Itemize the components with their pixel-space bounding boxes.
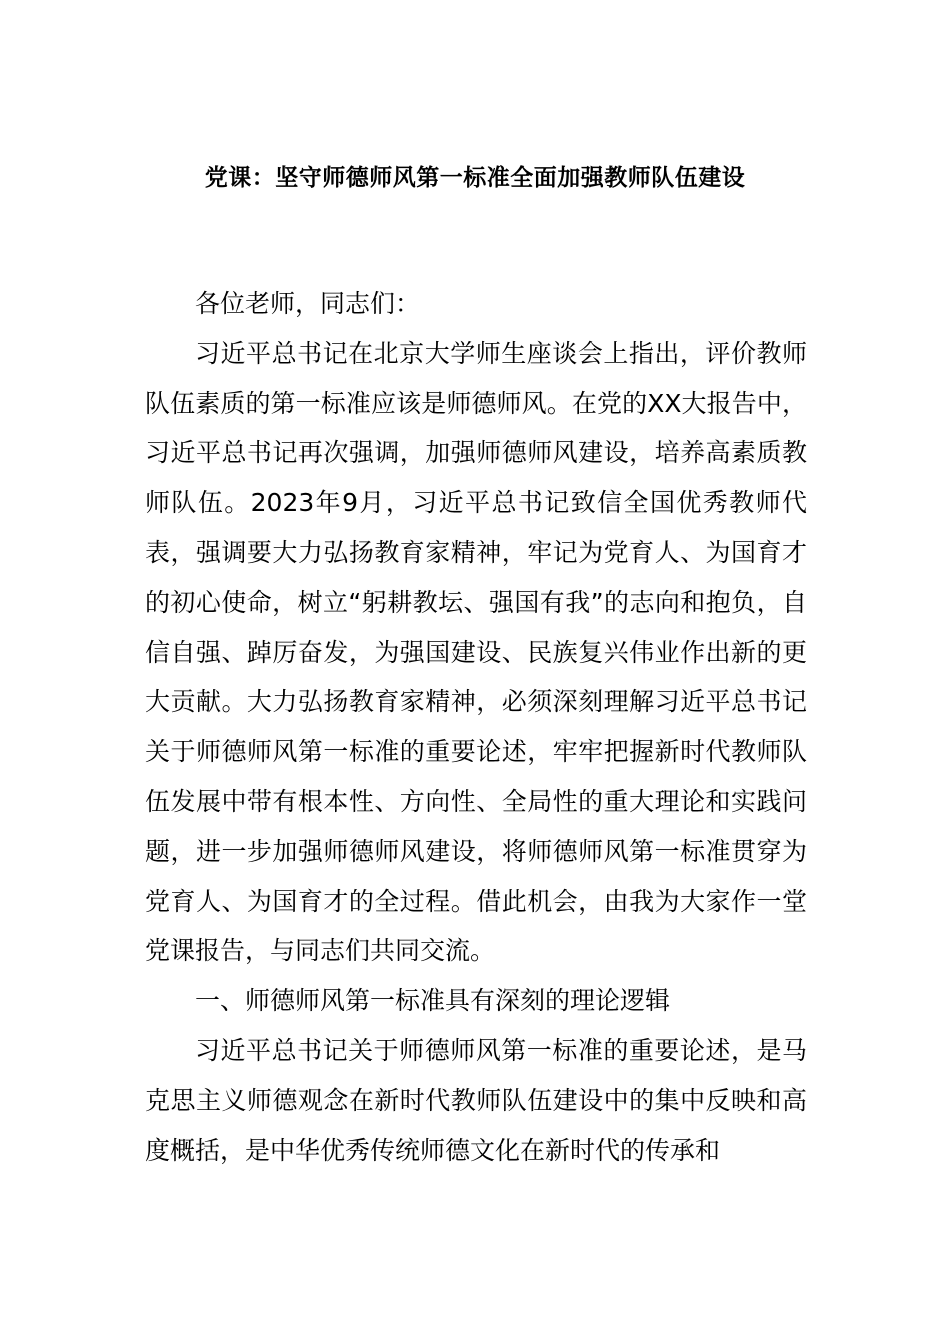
- section-heading-1: 一、师德师风第一标准具有深刻的理论逻辑: [195, 986, 671, 1016]
- salutation-paragraph: 各位老师，同志们：: [195, 289, 421, 318]
- intro-paragraph: 习近平总书记在北京大学师生座谈会上指出，评价教师队伍素质的第一标准应该是师德师风。在党的XX大报告中，习近平总书记再次强调，加强师德师风建设，培养高素质教师队伍。2023年9月，习近平总书记致信全国优秀教师代表，强调要大力弘扬教育家精神，牢记为党育人、为国育才的初心使命，树立“躬耕教坛、强国有我”的志向和抱负，自信自强、踔厉奋发，为强国建设、民族复兴伟业作出新的更大贡献。大力弘扬教育家精神，必须深刻理解习近平总书记关于师德师风第一标准的重要论述，牢牢把握新时代教师队伍发展中带有根本性、方向性、全局性的重大理论和实践问题，进一步加强师德师风建设，将师德师风第一标准贯穿为党育人、为国育才的全过程。借此机会，由我为大家作一堂党课报告，与同志们共同交流。: [145, 338, 807, 966]
- section-1-paragraph: 习近平总书记关于师德师风第一标准的重要论述，是马克思主义师德观念在新时代教师队伍建设中的集中反映和高度概括，是中华优秀传统师德文化在新时代的传承和: [145, 1035, 807, 1165]
- document-title: 党课：坚守师德师风第一标准全面加强教师队伍建设: [204, 165, 746, 191]
- document-body: [145, 279, 807, 1175]
